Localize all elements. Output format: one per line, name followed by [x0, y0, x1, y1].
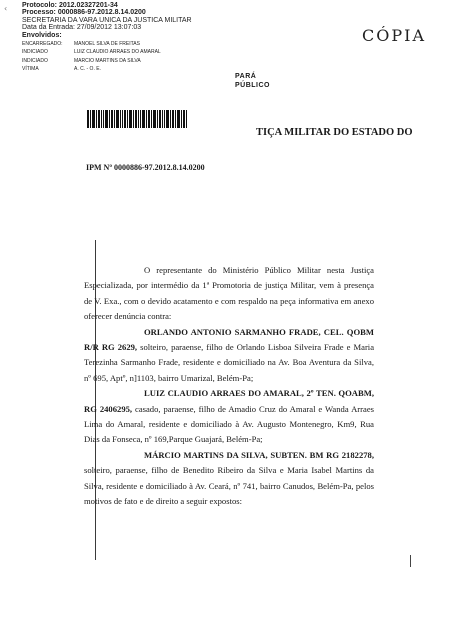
accused-paragraph [84, 448, 374, 510]
envolvido-row [22, 48, 232, 57]
accused-paragraph [84, 386, 374, 448]
protocolo-row [22, 2, 232, 9]
envolvido-row [22, 40, 232, 49]
envolvido-role: INDICIADO [22, 49, 48, 56]
envolvido-role: ENCARREGADO: [22, 40, 63, 47]
protocol-stamp [22, 2, 232, 74]
envolvido-row [22, 65, 232, 74]
court-header-title: TIÇA MILITAR DO ESTADO DO [256, 127, 413, 138]
entrada-row [22, 24, 232, 31]
processo-number: 0000886-97.2012.8.14.0200 [57, 9, 146, 17]
envolvido-name: MARCIO MARTINS DA SILVA [74, 57, 141, 64]
accused-name: LUIZ CLAUDIO ARRAES DO AMARAL, 2º TEN. QOABM, RG 2406295, [84, 388, 374, 414]
envolvidos-title: Envolvidos: [22, 31, 62, 39]
envolvido-row [22, 57, 232, 66]
margin-mark [410, 555, 411, 567]
secretaria-line: SECRETARIA DA VARA UNICA DA JUSTICA MILITAR [22, 16, 192, 24]
accused-details: solteiro, paraense, filho de Benedito Ribeiro da Silva e Maria Isabel Martins da Silva, residente e domiciliado à Av. Ceará, nº 741, bairro Canudos, Belém-Pa, pelos motivos de fato e de direito a seguir expostos: [84, 465, 374, 507]
ipm-number: IPM Nº 0000886-97.2012.8.14.0200 [86, 163, 205, 172]
left-margin-mark: ‹ [4, 4, 8, 13]
envolvido-name: LUIZ CLAUDIO ARRAES DO AMARAL [74, 49, 161, 56]
entrada-label: Data da Entrada: [22, 24, 75, 32]
envolvido-role: INDICIADO [22, 57, 48, 64]
copia-stamp: CÓPIA [362, 26, 426, 45]
header-fragment-line: PARÁ [235, 73, 257, 80]
entrada-date: 27/09/2012 13:07:03 [76, 24, 142, 32]
envolvido-role: VÍTIMA [22, 66, 39, 73]
protocolo-label: Protocolo: [22, 2, 57, 9]
accused-name: MÁRCIO MARTINS DA SILVA, SUBTEN. BM RG 2182278, [144, 449, 374, 460]
barcode-image [87, 110, 187, 128]
header-fragment-line: PÚBLICO [235, 82, 270, 89]
accused-name: ORLANDO ANTONIO SARMANHO FRADE, CEL. QOBM R/R RG 2629, [84, 326, 374, 353]
accused-details: solteiro, paraense, filho de Orlando Lisboa Silveira Frade e Maria Terezinha Sarmanho Frade, residente e domiciliado na Av. Boa Aventura da Silva, nº 695, Aptº, n]1103, bairro Umarizal, Belém-Pa; [84, 342, 375, 383]
header-fragment [235, 72, 270, 90]
accused-details: casado, paraense, filho de Amadio Cruz do Amaral e Wanda Arraes Lima do Amaral, residente e domiciliado à Av. Augusto Montenegro, Km9, Rua Dias da Fonseca, nº 169,Parque Guajará, Belém-Pa; [84, 403, 375, 445]
accused-paragraph [84, 325, 374, 387]
envolvido-name: A. C. - O. E. [74, 66, 101, 73]
document-body [84, 263, 374, 510]
protocolo-number: 2012.02327201-34 [58, 2, 118, 9]
envolvido-name: MANOEL SILVA DE FREITAS [74, 40, 140, 47]
processo-label: Processo: [22, 9, 56, 17]
processo-row [22, 9, 232, 16]
intro-paragraph: O representante do Ministério Público Militar nesta Justiça Especializada, por intermédio da 1ª Promotoria de justiça Militar, vem à presença de V. Exa., com o devido acatamento e com respaldo na peça informativa em anexo oferecer denúncia contra: [84, 265, 374, 322]
